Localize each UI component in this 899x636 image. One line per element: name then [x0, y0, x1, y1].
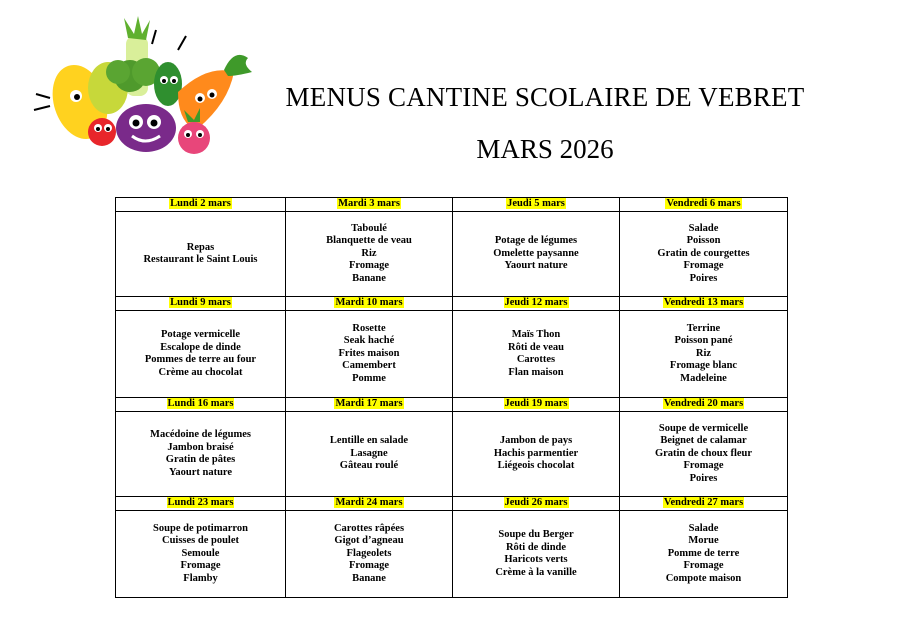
meal-cell: [116, 511, 286, 598]
menu-item: Banane: [352, 572, 386, 584]
meal-cell: [620, 511, 788, 598]
menu-item: Poires: [689, 472, 718, 484]
menu-item: Riz: [361, 247, 377, 259]
day-header-row: [116, 497, 788, 511]
meal-row: [116, 511, 788, 598]
meal-cell: [453, 311, 620, 398]
menu-item: Semoule: [181, 547, 220, 559]
menu-item: Yaourt nature: [504, 260, 568, 272]
menu-item: Jambon braisé: [167, 441, 234, 453]
day-label: Lundi 2 mars: [170, 198, 231, 210]
meal-cell: [286, 212, 453, 297]
day-header-cell: [453, 497, 620, 511]
menu-item: Restaurant le Saint Louis: [143, 254, 258, 265]
menu-item: Yaourt nature: [168, 466, 233, 478]
meal-cell: [286, 412, 453, 497]
menu-item: Beignet de calamar: [660, 435, 747, 447]
menu-item: Blanquette de veau: [326, 235, 412, 247]
menu-item: Gratin de courgettes: [657, 247, 750, 259]
menu-item: Lentille en salade: [329, 435, 409, 447]
meal-cell: [286, 511, 453, 598]
day-header-cell: [116, 497, 286, 511]
menu-item: Taboulé: [351, 222, 387, 234]
menu-item: Hachis parmentier: [493, 447, 579, 459]
day-label: Mardi 3 mars: [338, 198, 400, 210]
day-header-cell: [453, 398, 620, 412]
menu-item: Soupe de potimarron: [153, 522, 248, 534]
menu-item: Crème au chocolat: [158, 366, 243, 378]
menu-item: Poisson pané: [674, 335, 733, 347]
day-header-cell: [453, 297, 620, 311]
menu-item: Frites maison: [338, 347, 400, 359]
menu-item: Morue: [688, 535, 719, 547]
meal-cell: [286, 311, 453, 398]
day-header-cell: [620, 497, 788, 511]
menu-item: Fromage: [180, 560, 221, 572]
menu-item: Jambon de pays: [499, 435, 573, 447]
menu-item: Camembert: [342, 360, 396, 372]
menu-item: Fromage: [348, 560, 390, 572]
menu-item: Pommes de terre au four: [144, 354, 257, 365]
menu-item: Fromage blanc: [669, 360, 738, 372]
menu-item: Poires: [689, 272, 718, 284]
menu-item: Fromage: [683, 260, 724, 272]
menu-item: Haricots verts: [504, 554, 568, 565]
menu-item: Omelette paysanne: [493, 247, 579, 259]
menu-item: Madeleine: [680, 372, 727, 384]
page-title: MENUS CANTINE SCOLAIRE DE VEBRET: [285, 82, 805, 112]
menu-item: Carottes: [516, 354, 556, 365]
meal-cell: [116, 212, 286, 297]
day-label: Vendredi 20 mars: [663, 398, 744, 410]
day-header-row: [116, 297, 788, 311]
menu-item: Salade: [688, 222, 719, 234]
day-label: Mardi 10 mars: [335, 297, 403, 309]
menu-item: Seak haché: [343, 335, 395, 347]
menu-item: Crème à la vanille: [495, 566, 577, 578]
menu-item: Salade: [688, 522, 719, 534]
day-label: Lundi 16 mars: [167, 398, 234, 410]
menu-item: Gratin de pâtes: [165, 454, 236, 465]
menu-item: Terrine: [686, 322, 721, 334]
menu-item: Flageolets: [346, 547, 392, 559]
menu-item: Flamby: [183, 572, 218, 584]
day-header-cell: [116, 398, 286, 412]
menu-item: Macédoine de légumes: [150, 429, 251, 440]
meal-cell: [453, 412, 620, 497]
meal-row: [116, 412, 788, 497]
menu-item: Rôti de dinde: [505, 541, 567, 553]
meal-cell: [453, 212, 620, 297]
menu-item: Soupe de vermicelle: [658, 422, 749, 434]
menu-item: Maïs Thon: [511, 329, 561, 340]
meal-cell: [620, 412, 788, 497]
day-header-row: [116, 198, 788, 212]
day-label: Mardi 24 mars: [335, 497, 403, 509]
meal-row: [116, 311, 788, 398]
menu-item: Rôti de veau: [508, 341, 564, 353]
menu-item: Fromage: [683, 460, 724, 472]
menu-item: Gigot d’agneau: [334, 535, 404, 547]
day-label: Lundi 23 mars: [167, 497, 234, 509]
menu-item: Poisson: [686, 235, 721, 247]
day-header-cell: [620, 398, 788, 412]
menu-item: Soupe du Berger: [498, 529, 574, 540]
meal-cell: [116, 311, 286, 398]
day-label: Vendredi 13 mars: [663, 297, 744, 309]
menu-item: Gratin de choux fleur: [654, 447, 753, 459]
menu-item: Escalope de dinde: [160, 341, 241, 353]
menu-item: Cuisses de poulet: [161, 535, 239, 547]
day-label: Jeudi 12 mars: [504, 297, 568, 309]
menu-item: Riz: [695, 347, 712, 359]
page-subtitle: MARS 2026: [476, 134, 614, 164]
day-header-cell: [286, 398, 453, 412]
day-header-cell: [116, 297, 286, 311]
menu-item: Carottes râpées: [333, 522, 405, 534]
day-header-cell: [116, 198, 286, 212]
menu-item: Pomme de terre: [667, 547, 740, 559]
day-header-cell: [286, 497, 453, 511]
day-header-cell: [620, 297, 788, 311]
meal-cell: [116, 412, 286, 497]
menu-item: Gâteau roulé: [339, 460, 399, 472]
day-header-cell: [620, 198, 788, 212]
menu-item: Fromage: [683, 560, 724, 572]
menu-item: Compote maison: [665, 572, 742, 584]
menu-item: Pomme: [352, 372, 386, 384]
meal-cell: [620, 311, 788, 398]
day-label: Lundi 9 mars: [170, 297, 231, 309]
menu-item: Liégeois chocolat: [497, 460, 575, 472]
day-header-cell: [286, 198, 453, 212]
menu-item: Rosette: [352, 322, 386, 334]
meal-cell: [453, 511, 620, 598]
menu-item: Potage de légumes: [494, 235, 578, 247]
menu-item: Repas: [186, 241, 215, 253]
day-label: Jeudi 19 mars: [504, 398, 568, 410]
day-label: Vendredi 6 mars: [666, 198, 741, 210]
menu-item: Banane: [352, 272, 386, 284]
day-header-cell: [286, 297, 453, 311]
menu-item: Lasagne: [350, 447, 388, 459]
menu-item: Flan maison: [508, 366, 564, 378]
day-label: Mardi 17 mars: [335, 398, 403, 410]
day-label: Vendredi 27 mars: [663, 497, 744, 509]
menu-table: [115, 197, 788, 598]
day-header-row: [116, 398, 788, 412]
menu-item: Fromage: [348, 260, 390, 272]
meal-row: [116, 212, 788, 297]
menu-item: Potage vermicelle: [161, 329, 240, 340]
day-label: Jeudi 5 mars: [507, 198, 565, 210]
meal-cell: [620, 212, 788, 297]
vegetables-cartoon-icon: [28, 14, 258, 164]
day-label: Jeudi 26 mars: [504, 497, 568, 509]
day-header-cell: [453, 198, 620, 212]
